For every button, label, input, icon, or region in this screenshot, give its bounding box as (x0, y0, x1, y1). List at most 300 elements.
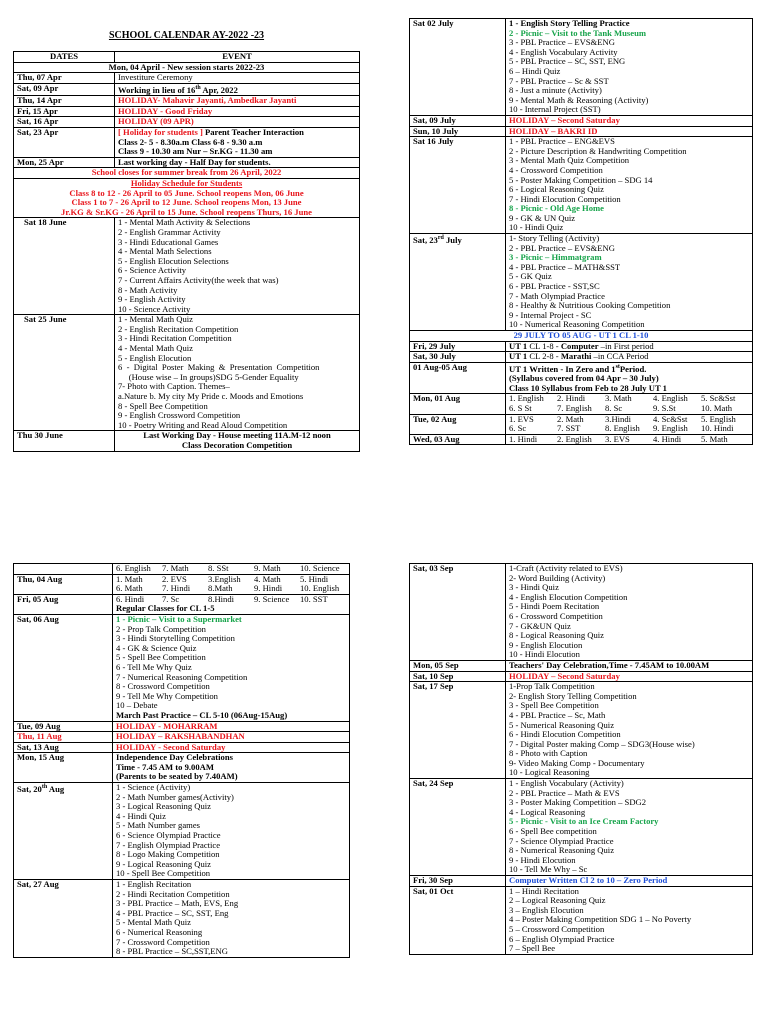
exam-schedule (113, 594, 350, 614)
table-row (14, 742, 350, 753)
calendar-page-3 (13, 563, 350, 1024)
list-item: 2 - Math Number games(Activity) (116, 791, 234, 802)
date-cell: Sat, 20th Aug (14, 783, 113, 880)
date-cell: Mon, 05 Sep (410, 660, 506, 671)
list-item: 8 - Numerical Reasoning Quiz (509, 845, 615, 856)
list-item: 5 - Poster Making Competition – SDG 14 (509, 174, 653, 185)
exam-item: 9. Hindi (254, 584, 283, 594)
list-item: 8 - Logical Reasoning Quiz (509, 630, 604, 641)
list-item: 7 – Spell Bee (509, 943, 556, 954)
table-row (14, 83, 360, 95)
table-row (410, 434, 753, 445)
exam-item: 7. English (557, 404, 592, 414)
exam-item: 9. S.St (653, 404, 676, 414)
activity-list (506, 234, 753, 331)
exam-item: 8. English (605, 424, 640, 434)
exam-item: 3. Math (605, 394, 632, 404)
date-cell: Sat, 27 Aug (14, 880, 113, 958)
date-cell: Thu, 04 Aug (14, 574, 113, 594)
exam-item: 10. Hindi (701, 424, 734, 434)
list-item: 3 - PBL Practice – Math, EVS, Eng (116, 898, 239, 909)
list-item: 4 - Hindi Quiz (116, 810, 166, 821)
date-cell: Sat, 16 Apr (14, 117, 115, 128)
header-dates: DATES (14, 52, 115, 63)
holiday-cell: HOLIDAY - Second Saturday (113, 742, 350, 753)
list-item: 8 - Spell Bee Competition (118, 400, 208, 411)
list-item: a.Nature b. My city My Pride c. Moods and Emotions (118, 391, 304, 402)
list-item: 6 - Hindi Elocution Competition (509, 729, 621, 740)
exam-item: 8. Sc (605, 404, 623, 414)
list-item: 6 - Numerical Reasoning (116, 926, 203, 937)
list-item: 7 - Numerical Reasoning Competition (116, 671, 248, 682)
activity-list (115, 315, 360, 431)
table-row (14, 117, 360, 128)
holiday-schedule-line: Class 8 to 12 - 26 April to 05 June. School reopens Mon, 06 June (69, 187, 304, 198)
event-line: UT 1 Written - In Zero and 1stPeriod. (509, 363, 647, 374)
list-item: 1-Craft (Activity related to EVS) (509, 563, 623, 573)
date-cell: Sat, 09 July (410, 115, 506, 126)
exam-item: 1. Hindi (509, 434, 538, 444)
holiday-schedule (14, 178, 360, 217)
list-item: 9- Video Making Comp - Documentary (509, 757, 645, 768)
list-item: 8 - Just a minute (Activity) (509, 85, 602, 96)
list-item: 9 - Internal Project - SC (509, 309, 592, 320)
list-item: 6 - Science Activity (118, 265, 187, 276)
list-item: 5 – Crossword Competition (509, 923, 605, 934)
calendar-table-3 (13, 563, 350, 958)
ut1-banner: 29 JULY TO 05 AUG - UT 1 CL 1-10 (410, 331, 753, 342)
list-item: 10 - Science Activity (118, 303, 191, 314)
table-row (14, 564, 350, 575)
exam-row (116, 564, 346, 574)
table-row (14, 96, 360, 107)
table-row (14, 168, 360, 179)
list-item: 10 - Poetry Writing and Read Aloud Competition (118, 419, 288, 430)
summer-break-note: School closes for summer break from 26 April, 2022 (14, 168, 360, 179)
list-item: 1-Prop Talk Competition (509, 681, 595, 692)
list-item: 2- Word Building (Activity) (509, 572, 606, 583)
pti-time-2: Class 9 - 10.30 am Nur – Sr.KG - 11.30 am (118, 146, 273, 157)
list-item: 3 - Hindi Storytelling Competition (116, 633, 235, 644)
table-row (14, 218, 360, 315)
date-cell: Thu, 11 Aug (14, 732, 113, 743)
exam-item: 5. English (701, 414, 736, 424)
holiday-cell: HOLIDAY – Second Saturday (506, 671, 753, 682)
holiday-cell: HOLIDAY- Mahavir Jayanti, Ambedkar Jayanti (115, 96, 360, 107)
list-item: 3 - Hindi Educational Games (118, 236, 219, 247)
list-item: 7 - English Olympiad Practice (116, 839, 221, 850)
exam-item: 4. Hindi (653, 434, 682, 444)
calendar-page-4 (409, 563, 753, 1024)
list-item: 4 - Logical Reasoning (509, 806, 586, 817)
exam-item: 10. Math (701, 404, 733, 414)
list-item: 9 - Tell Me Why Competition (116, 690, 218, 701)
list-item: 1 - PBL Practice – ENG&EVS (509, 136, 615, 147)
table-row (14, 62, 360, 73)
date-cell: Sat, 13 Aug (14, 742, 113, 753)
table-row (14, 178, 360, 217)
list-item: 2 - Prop Talk Competition (116, 623, 206, 634)
table-row (14, 594, 350, 614)
holiday-cell: HOLIDAY - Good Friday (115, 106, 360, 117)
table-row (410, 682, 753, 779)
table-row (14, 721, 350, 732)
activity-list (506, 779, 753, 876)
exam-schedule (113, 574, 350, 594)
date-cell: Sat, 09 Apr (14, 83, 115, 95)
exam-item: 2. Math (557, 414, 584, 424)
list-item: 5 - Math Number games (116, 820, 201, 831)
activity-list (113, 783, 350, 880)
table-row (14, 732, 350, 743)
exam-row (509, 435, 749, 445)
session-start: Mon, 04 April - New session starts 2022-23 (14, 62, 360, 73)
list-item: 4 - Mental Math Selections (118, 246, 212, 257)
exam-cell: Computer Written Cl 2 to 10 – Zero Period (506, 876, 753, 887)
holiday-note: [ Holiday for students ] (118, 127, 203, 138)
exam-schedule (113, 564, 350, 575)
calendar-title: SCHOOL CALENDAR AY-2022 -23 (108, 30, 265, 41)
table-row (410, 352, 753, 363)
list-item: March Past Practice – CL 5-10 (06Aug-15Aug) (116, 709, 288, 720)
calendar-table-2 (409, 18, 753, 445)
event-cell: Working in lieu of 16th Apr, 2022 (115, 83, 360, 95)
list-item: 7 - Current Affairs Activity(the week that was) (118, 274, 279, 285)
list-item: 8 - PBL Practice – SC,SST,ENG (116, 946, 228, 957)
list-item: 5 - Numerical Reasoning Quiz (509, 719, 615, 730)
event-cell: Teachers' Day Celebration,Time - 7.45AM to 10.00AM (506, 660, 753, 671)
table-row (14, 431, 360, 451)
list-item: 5 - PBL Practice – SC, SST, ENG (509, 56, 626, 67)
exam-item: 8. SSt (208, 564, 229, 573)
list-item: 7- Photo with Caption. Themes– (118, 381, 230, 392)
list-item: 1 - Science (Activity) (116, 782, 191, 793)
exam-item: 9. Math (254, 564, 281, 573)
event-line: (Syllabus covered from 04 Apr – 30 July) (509, 373, 659, 384)
list-item: 5 - Hindi Poem Recitation (509, 601, 600, 612)
list-item: 2 - English Grammar Activity (118, 226, 221, 237)
holiday-schedule-title: Holiday Schedule for Students (130, 177, 243, 188)
list-item: 1 - English Vocabulary (Activity) (509, 778, 624, 789)
list-item: 1 – Hindi Recitation (509, 885, 579, 896)
table-row (410, 886, 753, 954)
table-row (410, 876, 753, 887)
exam-item: 4. English (653, 394, 688, 404)
exam-item: 8.Math (208, 584, 233, 594)
exam-item: 7. SST (557, 424, 581, 434)
exam-item: 3.English (208, 574, 241, 584)
event-line: Time - 7.45 AM to 9.00AM (116, 761, 214, 772)
exam-row (509, 404, 749, 414)
exam-row (116, 584, 346, 594)
date-cell: Tue, 02 Aug (410, 414, 506, 434)
exam-item: 8.Hindi (208, 594, 235, 604)
list-item: 1 - Mental Math Activity & Selections (118, 217, 251, 228)
list-item: 6 – English Olympiad Practice (509, 933, 615, 944)
exam-item: 3. EVS (605, 434, 630, 444)
list-item: 4 - English Elocution Competition (509, 591, 628, 602)
holiday-schedule-line: Class 1 to 7 - 26 April to 12 June. School reopens Mon, 13 June (71, 197, 302, 208)
date-cell: Mon, 01 Aug (410, 394, 506, 414)
exam-item: 5. Sc&Sst (701, 394, 736, 404)
holiday-cell: HOLIDAY – Second Saturday (506, 115, 753, 126)
list-item: 10 - Hindi Elocution (509, 649, 580, 660)
list-item: 5 - GK Quiz (509, 271, 552, 282)
list-item: 9 - English Elocution (509, 639, 583, 650)
list-item: 10 - Hindi Quiz (509, 222, 564, 233)
event-cell: Investiture Ceremony (115, 73, 360, 84)
list-item: 2- English Story Telling Competition (509, 690, 637, 701)
list-item: 9 - Mental Math & Reasoning (Activity) (509, 94, 649, 105)
table-row (14, 880, 350, 958)
list-item: 1 - Picnic – Visit to a Supermarket (116, 613, 242, 624)
exam-schedule (506, 394, 753, 414)
date-cell: Wed, 03 Aug (410, 434, 506, 445)
list-item: 2 - Hindi Recitation Competition (116, 888, 230, 899)
list-item: 8 - Picnic - Old Age Home (509, 203, 604, 214)
table-row (14, 783, 350, 880)
date-cell: Sat, 23 Apr (14, 128, 115, 158)
table-row (410, 564, 753, 661)
list-item: 8 - Logo Making Competition (116, 849, 220, 860)
event-line: Independence Day Celebrations (116, 752, 233, 763)
activity-list (113, 614, 350, 721)
date-cell: Thu, 07 Apr (14, 73, 115, 84)
list-item: 3 - Mental Math Quiz Competition (509, 155, 630, 166)
exam-item: 4. Sc&Sst (653, 414, 688, 424)
exam-item: 3.Hindi (605, 414, 632, 424)
list-item: 6 - Logical Reasoning Quiz (509, 184, 604, 195)
date-cell: Fri, 05 Aug (14, 594, 113, 614)
date-cell: Sat, 24 Sep (410, 779, 506, 876)
list-item: 9 - English Crossword Competition (118, 410, 241, 421)
date-cell: Tue, 09 Aug (14, 721, 113, 732)
list-item: 7 - Crossword Competition (116, 936, 210, 947)
exam-item: 5. Hindi (300, 574, 329, 584)
list-item: 7 - Hindi Elocution Competition (509, 193, 621, 204)
list-item: 7 - PBL Practice – Sc & SST (509, 75, 609, 86)
list-item: 10 - Internal Project (SST) (509, 104, 601, 115)
holiday-cell: HOLIDAY - MOHARRAM (113, 721, 350, 732)
list-item: 6 - Spell Bee competition (509, 826, 597, 837)
table-row (14, 753, 350, 783)
holiday-cell: HOLIDAY – BAKRI ID (506, 126, 753, 137)
list-item: 7 - Math Olympiad Practice (509, 290, 605, 301)
table-row (410, 137, 753, 234)
table-row (14, 614, 350, 721)
list-item: 8 - Crossword Competition (116, 681, 210, 692)
list-item: 10 - Spell Bee Competition (116, 868, 211, 879)
date-cell: Sat 25 June (14, 315, 115, 431)
event-line: Class Decoration Competition (181, 440, 293, 451)
list-item: 4 - PBL Practice – SC, SST, Eng (116, 907, 229, 918)
date-cell: 01 Aug-05 Aug (410, 362, 506, 394)
list-item: 7 - Science Olympiad Practice (509, 835, 614, 846)
holiday-cell: HOLIDAY (09 APR) (115, 117, 360, 128)
table-row (410, 19, 753, 116)
date-cell: Sat, 10 Sep (410, 671, 506, 682)
list-item: 5 - English Elocution Selections (118, 255, 229, 266)
table-row (410, 115, 753, 126)
event-cell: Last working day - Half Day for students. (115, 157, 360, 168)
activity-list (506, 682, 753, 779)
list-item: 9 - English Activity (118, 294, 186, 305)
list-item: 9 - Logical Reasoning Quiz (116, 858, 211, 869)
date-cell: Fri, 15 Apr (14, 106, 115, 117)
list-item: 3 - Spell Bee Competition (509, 700, 599, 711)
exam-row (509, 394, 749, 404)
event-cell (115, 431, 360, 451)
list-item: 4 - GK & Science Quiz (116, 642, 197, 653)
date-cell: Sun, 10 July (410, 126, 506, 137)
table-row (14, 315, 360, 431)
list-item: 2 – Logical Reasoning Quiz (509, 895, 606, 906)
exam-row (116, 575, 346, 585)
list-item: 3 - Logical Reasoning Quiz (116, 801, 211, 812)
table-row (14, 574, 350, 594)
exam-item: 9. Science (254, 594, 290, 604)
list-item: 10 – Debate (116, 700, 158, 711)
table-row (410, 331, 753, 342)
list-item: 10 - Logical Reasoning (509, 767, 590, 778)
date-cell: Sat 16 July (410, 137, 506, 234)
exam-item: 6. Sc (509, 424, 527, 434)
list-item: 3 - Picnic – Himmatgram (509, 252, 602, 263)
date-cell: Mon, 25 Apr (14, 157, 115, 168)
event-cell (506, 362, 753, 394)
exam-item: 7. Hindi (162, 584, 191, 594)
calendar-table-1 (13, 51, 360, 452)
exam-item: 7. Math (162, 564, 189, 573)
table-row (410, 671, 753, 682)
exam-item: 1. EVS (509, 414, 534, 424)
list-item: 5 - English Elocution (118, 352, 192, 363)
activity-list (113, 880, 350, 958)
list-item: 8 - Photo with Caption (509, 748, 588, 759)
exam-item: 5. Math (701, 434, 728, 444)
list-item: 2 - Picnic – Visit to the Tank Museum (509, 27, 647, 38)
date-cell: Sat, 03 Sep (410, 564, 506, 661)
list-item: 6 - Science Olympiad Practice (116, 830, 221, 841)
table-row (410, 779, 753, 876)
list-item: 7 - GK&UN Quiz (509, 620, 571, 631)
list-item: 2 - PBL Practice – EVS&ENG (509, 242, 615, 253)
calendar-table-4 (409, 563, 753, 955)
list-item: 5 - Spell Bee Competition (116, 652, 206, 663)
event-cell: UT 1 CL 2-8 - Marathi –in CCA Period (506, 352, 753, 363)
calendar-page-1 (13, 30, 360, 452)
list-item: 3 - PBL Practice – EVS&ENG (509, 37, 615, 48)
list-item: 4 – Poster Making Competition SDG 1 – No Poverty (509, 914, 692, 925)
exam-item: 9. English (653, 424, 688, 434)
holiday-cell: HOLIDAY – RAKSHABANDHAN (113, 732, 350, 743)
activity-list (115, 218, 360, 315)
exam-item: 6. English (116, 564, 151, 573)
calendar-page-2 (409, 18, 753, 445)
list-item: 6 - Crossword Competition (509, 610, 603, 621)
date-cell: Sat 18 June (14, 218, 115, 315)
exam-item: 10. SST (300, 594, 328, 604)
list-item: 6 - PBL Practice - SST,SC (509, 281, 600, 292)
event-line: Class 10 Syllabus from Feb to 28 July UT 1 (509, 382, 667, 393)
date-cell: Fri, 30 Sep (410, 876, 506, 887)
list-item: 8 - Healthy & Nutritious Cooking Competition (509, 300, 671, 311)
list-item: 6 - Digital Poster Making & Presentation Competition (118, 362, 320, 373)
exam-item: 1. English (509, 394, 544, 404)
table-row (14, 106, 360, 117)
date-cell (14, 564, 113, 575)
event-cell: UT 1 CL 1-8 - Computer –in First period (506, 341, 753, 352)
regular-classes-note: Regular Classes for CL 1-5 (116, 603, 215, 614)
list-item: 3 - Hindi Recitation Competition (118, 333, 232, 344)
date-cell: Mon, 15 Aug (14, 753, 113, 783)
table-row (14, 157, 360, 168)
list-item: 10 - Tell Me Why – Sc (509, 864, 588, 875)
exam-schedule (506, 434, 753, 445)
date-cell: Thu, 14 Apr (14, 96, 115, 107)
exam-item: 2. EVS (162, 574, 187, 584)
list-item: 3 - Hindi Quiz (509, 582, 559, 593)
exam-item: 2. English (557, 434, 592, 444)
date-cell: Sat, 17 Sep (410, 682, 506, 779)
list-item: 5 - Mental Math Quiz (116, 917, 191, 928)
list-item: 4 - PBL Practice – Sc, Math (509, 709, 606, 720)
list-item: 4 - PBL Practice – MATH&SST (509, 261, 621, 272)
table-row (410, 362, 753, 394)
table-row (410, 234, 753, 331)
exam-item: 6. Math (116, 584, 143, 594)
activity-list (506, 564, 753, 661)
list-item: 1- Story Telling (Activity) (509, 233, 600, 244)
list-item: 5 - Picnic - Visit to an Ice Cream Factory (509, 816, 659, 827)
activity-list (506, 19, 753, 116)
exam-item: 6. S St (509, 404, 532, 414)
header-event: EVENT (115, 52, 360, 63)
date-cell: Sat 02 July (410, 19, 506, 116)
table-header (14, 52, 360, 63)
table-row (14, 73, 360, 84)
list-item: 4 - English Vocabulary Activity (509, 46, 618, 57)
event-cell (113, 753, 350, 783)
exam-schedule (506, 414, 753, 434)
event-cell (115, 128, 360, 158)
table-row (410, 341, 753, 352)
date-cell: Sat, 01 Oct (410, 886, 506, 954)
exam-row (509, 424, 749, 434)
date-cell: Sat, 23rd July (410, 234, 506, 331)
list-item: 6 – Hindi Quiz (509, 65, 561, 76)
list-item: 9 - Hindi Elocution (509, 854, 576, 865)
exam-item: 7. Sc (162, 594, 180, 604)
event-line: Last Working Day - House meeting 11A.M-12 noon (143, 430, 331, 441)
table-row (410, 394, 753, 414)
list-item: 6 - Tell Me Why Quiz (116, 661, 192, 672)
list-item: 4 - Crossword Competition (509, 164, 603, 175)
date-cell: Sat, 06 Aug (14, 614, 113, 721)
table-row (14, 128, 360, 158)
exam-item: 10. Science (300, 564, 340, 573)
list-item: 8 - Math Activity (118, 284, 178, 295)
date-cell: Fri, 29 July (410, 341, 506, 352)
activity-list (506, 886, 753, 954)
date-cell: Thu 30 June (14, 431, 115, 451)
event-line: (Parents to be seated by 7.40AM) (116, 771, 238, 782)
list-item: 2 - PBL Practice – Math & EVS (509, 787, 620, 798)
list-item: 3 - Poster Making Competition – SDG2 (509, 797, 647, 808)
pti-label: Parent Teacher Interaction (202, 127, 304, 138)
holiday-schedule-line: Jr.KG & Sr.KG - 26 April to 15 June. School reopens Thurs, 16 June (61, 206, 312, 217)
exam-item: 4. Math (254, 574, 281, 584)
